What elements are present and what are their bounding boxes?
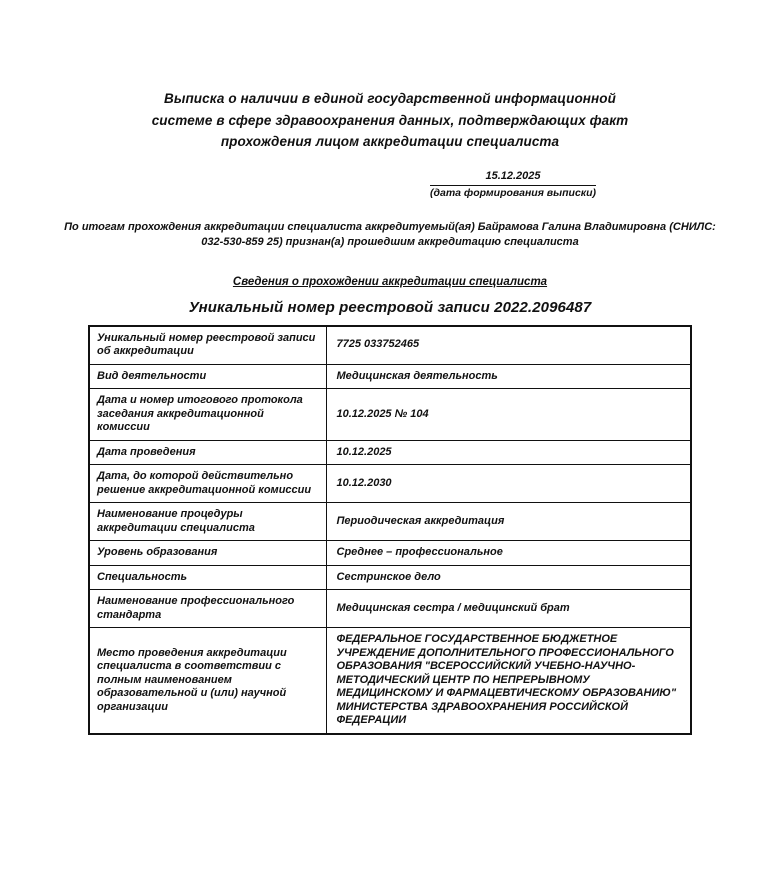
intro-paragraph: По итогам прохождения аккредитации специалиста аккредитуемый(ая) Байрамова Галина Владимировна (СНИЛС: 032-530-859 25) признан(а) прошедшим аккредитацию специалиста [64, 220, 716, 248]
table-row [89, 364, 691, 389]
table-row [89, 440, 691, 465]
table-row [89, 326, 691, 365]
row-label: Место проведения аккредитации специалиста в соответствии с полным наименованием образовательной и (или) научной организации [89, 628, 326, 734]
issue-date-caption: (дата формирования выписки) [430, 186, 597, 199]
table-row [89, 465, 691, 503]
table-row [89, 590, 691, 628]
row-label: Специальность [89, 565, 326, 590]
document-title-line: прохождения лицом аккредитации специалиста [220, 134, 560, 149]
row-value: 7725 033752465 [326, 326, 691, 365]
row-value: Медицинская сестра / медицинский брат [326, 590, 691, 628]
row-value: ФЕДЕРАЛЬНОЕ ГОСУДАРСТВЕННОЕ БЮДЖЕТНОЕ УЧРЕЖДЕНИЕ ДОПОЛНИТЕЛЬНОГО ПРОФЕССИОНАЛЬНОГО ОБРАЗОВАНИЯ "ВСЕРОССИЙСКИЙ УЧЕБНО-НАУЧНО-МЕТОДИЧЕСКИЙ ЦЕНТР ПО НЕПРЕРЫВНОМУ МЕДИЦИНСКОМУ И ФАРМАЦЕВТИЧЕСКОМУ ОБРАЗОВАНИЮ" МИНИСТЕРСТВА ЗДРАВООХРАНЕНИЯ РОССИЙСКОЙ ФЕДЕРАЦИИ [326, 628, 691, 734]
table-row [89, 541, 691, 566]
issue-date-block [430, 170, 596, 199]
row-label: Дата и номер итогового протокола заседания аккредитационной комиссии [89, 389, 326, 441]
registry-number-heading: Уникальный номер реестровой записи 2022.2096487 [188, 298, 592, 316]
row-value: Медицинская деятельность [326, 364, 691, 389]
accreditation-table-body [89, 326, 691, 734]
row-value: Среднее – профессиональное [326, 541, 691, 566]
row-value: 10.12.2025 [326, 440, 691, 465]
table-row [89, 628, 691, 734]
table-row [89, 565, 691, 590]
issue-date-value: 15.12.2025 [430, 170, 596, 186]
row-value: Сестринское дело [326, 565, 691, 590]
row-value: 10.12.2025 № 104 [326, 389, 691, 441]
row-label: Наименование профессионального стандарта [89, 590, 326, 628]
row-label: Дата, до которой действительно решение аккредитационной комиссии [89, 465, 326, 503]
accreditation-details-table [88, 325, 692, 735]
row-value: 10.12.2030 [326, 465, 691, 503]
row-label: Наименование процедуры аккредитации специалиста [89, 503, 326, 541]
table-row [89, 503, 691, 541]
row-value: Периодическая аккредитация [326, 503, 691, 541]
document-title-line: Выписка о наличии в единой государственной информационной [163, 91, 616, 106]
document-title-line: системе в сфере здравоохранения данных, подтверждающих факт [151, 112, 629, 128]
row-label: Вид деятельности [89, 364, 326, 389]
row-label: Уровень образования [89, 541, 326, 566]
section-subtitle: Сведения о прохождении аккредитации специалиста [232, 275, 548, 288]
table-row [89, 389, 691, 441]
document-title [0, 88, 780, 153]
row-label: Дата проведения [89, 440, 326, 465]
row-label: Уникальный номер реестровой записи об аккредитации [89, 326, 326, 365]
